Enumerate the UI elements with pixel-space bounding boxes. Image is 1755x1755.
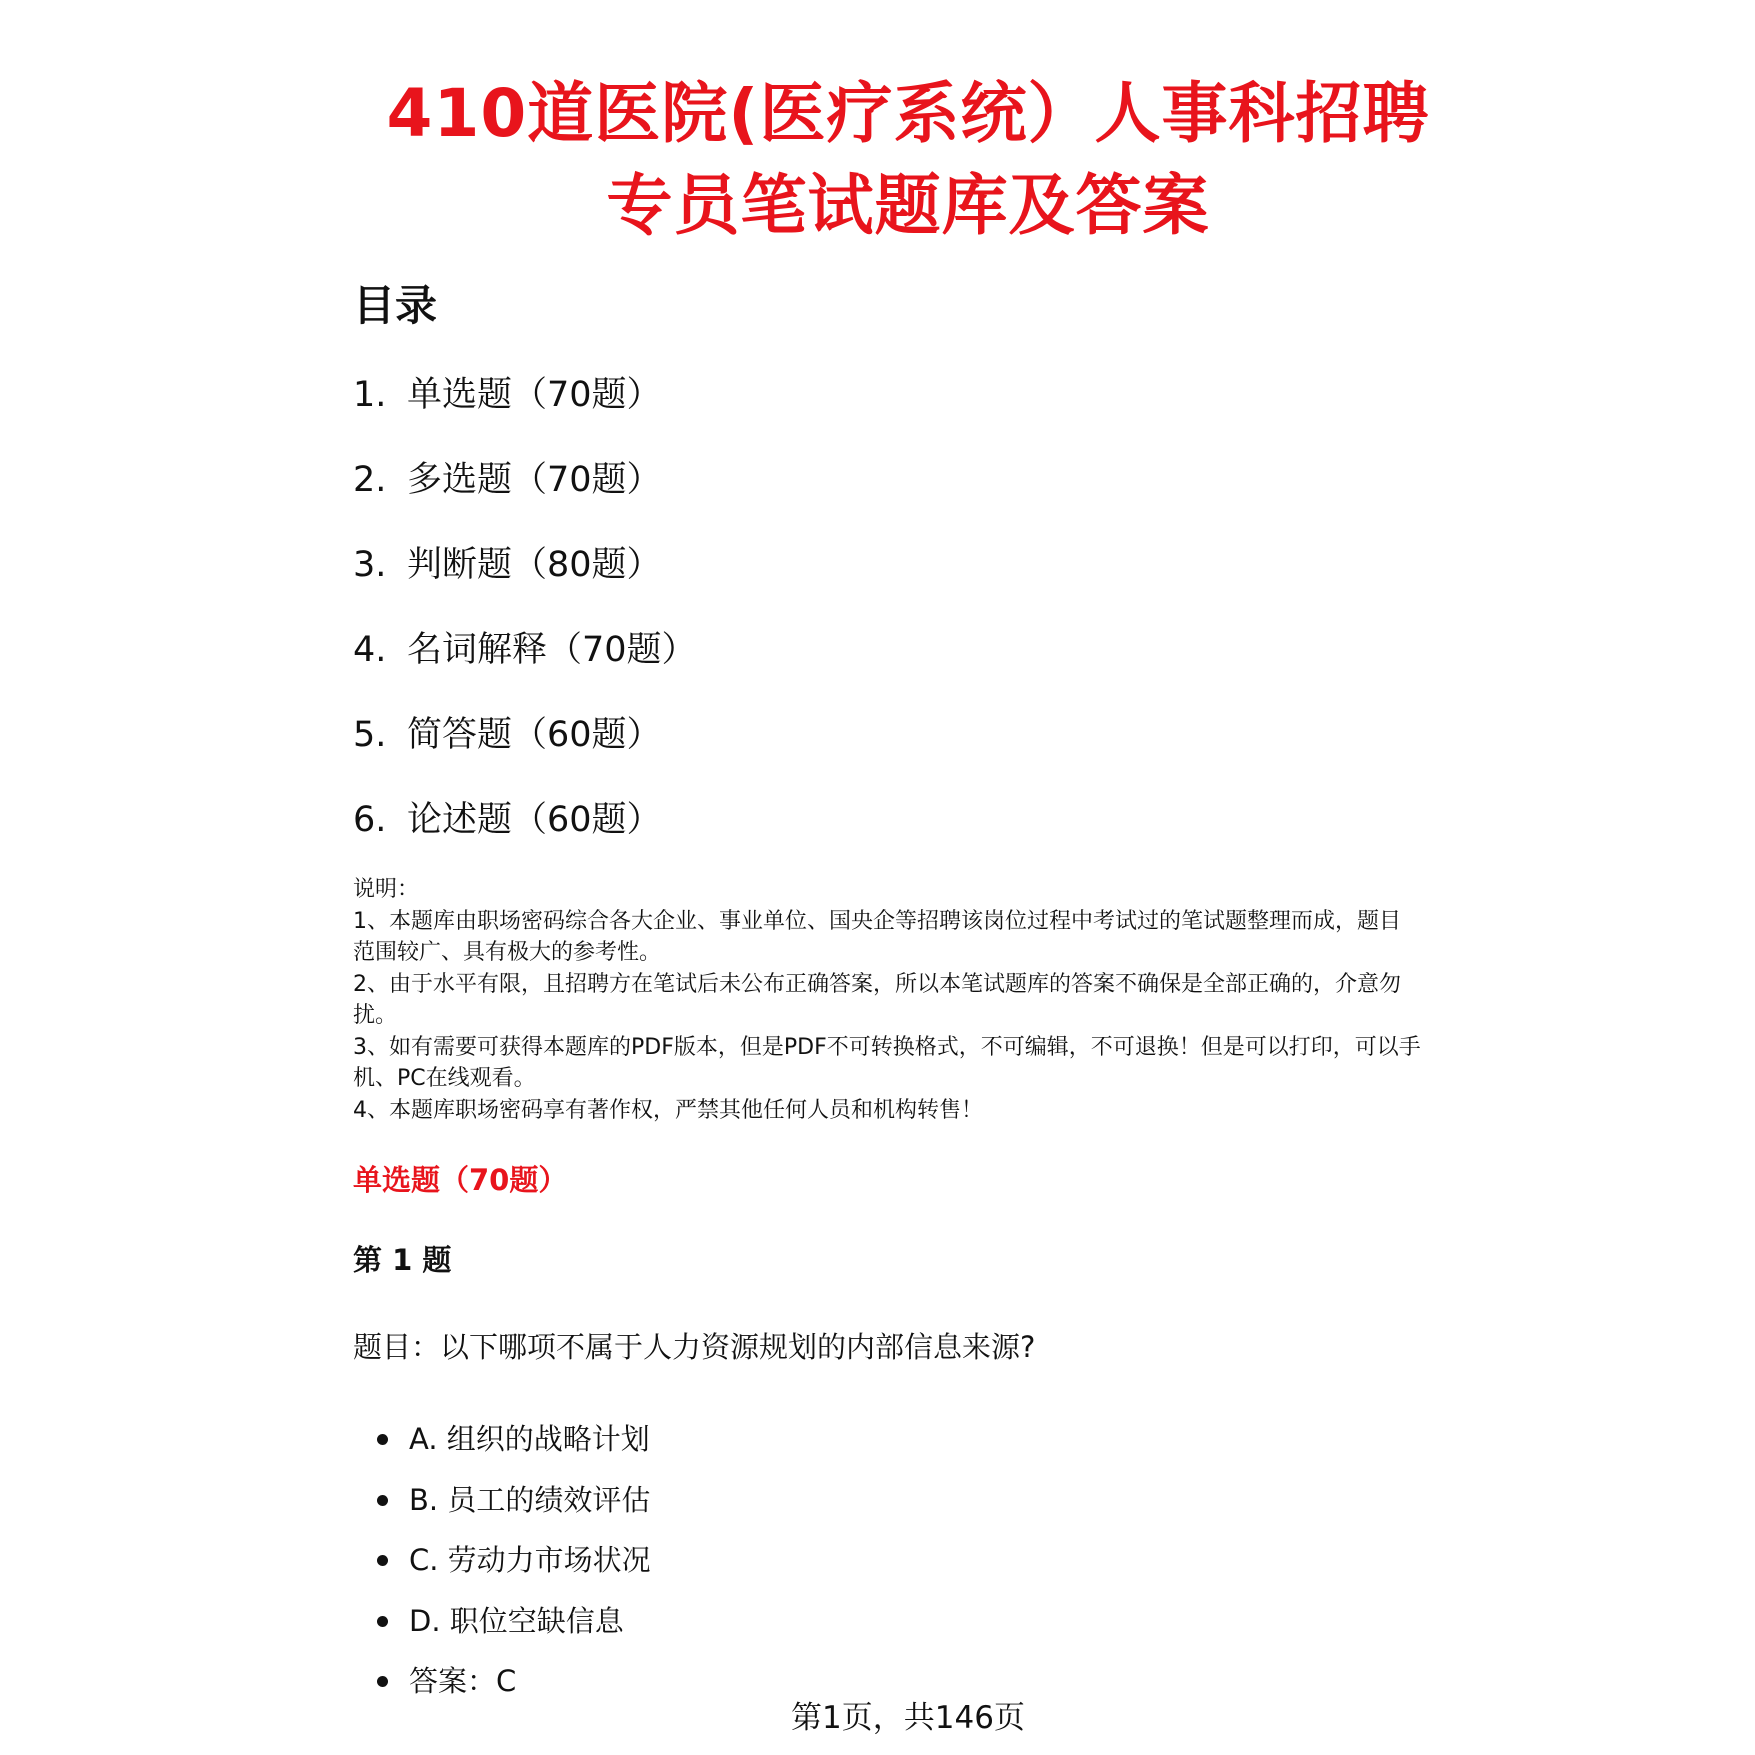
option-b xyxy=(377,1479,651,1540)
toc-item-number: 6. xyxy=(353,800,387,840)
option-d xyxy=(377,1600,651,1661)
option-c xyxy=(377,1539,651,1600)
notes-line: 1、本题库由职场密码综合各大企业、事业单位、国央企等招聘该岗位过程中考试过的笔试题整理而成，题目 xyxy=(353,908,1402,934)
notes-line: 4、本题库职场密码享有著作权，严禁其他任何人员和机构转售！ xyxy=(353,1097,983,1123)
toc-item-label: 多选题（70题） xyxy=(407,460,662,500)
toc-item-single-choice[interactable] xyxy=(353,370,697,455)
toc-item-label: 简答题（60题） xyxy=(407,715,662,755)
option-a xyxy=(377,1418,651,1479)
bullet-icon xyxy=(377,1555,388,1566)
bullet-icon xyxy=(377,1616,388,1627)
document-title-line-1: 410道医院(医疗系统）人事科招聘 xyxy=(386,75,1430,152)
notes-line: 范围较广、具有极大的参考性。 xyxy=(353,940,662,965)
option-label: A. 组织的战略计划 xyxy=(409,1422,650,1456)
option-label: B. 员工的绩效评估 xyxy=(409,1482,651,1517)
toc-item-label: 论述题（60题） xyxy=(407,800,662,840)
document-page xyxy=(353,0,1463,1755)
bullet-icon xyxy=(377,1676,388,1687)
section-heading: 单选题（70题） xyxy=(353,1163,568,1197)
toc-item-essay[interactable] xyxy=(353,795,697,880)
answer-label: 答案：C xyxy=(409,1664,517,1698)
notes-line: 扰。 xyxy=(353,1003,398,1028)
notes-line: 3、如有需要可获得本题库的PDF版本，但是PDF不可转换格式，不可编辑，不可退换！但是可以打印，可以手 xyxy=(353,1034,1421,1060)
toc-item-label: 判断题（80题） xyxy=(407,545,662,585)
bullet-icon xyxy=(377,1434,388,1445)
option-label: D. 职位空缺信息 xyxy=(409,1603,624,1638)
toc-item-short-answer[interactable] xyxy=(353,710,697,795)
toc-item-label: 单选题（70题） xyxy=(407,375,662,415)
notes-heading: 说明： xyxy=(353,877,420,902)
page-footer: 第1页，共146页 xyxy=(791,1700,1025,1736)
toc-list xyxy=(353,370,697,880)
toc-item-number: 4. xyxy=(353,630,387,670)
notes-line: 2、由于水平有限，且招聘方在笔试后未公布正确答案，所以本笔试题库的答案不确保是全部正确的，介意勿 xyxy=(353,971,1402,997)
toc-item-label: 名词解释（70题） xyxy=(407,630,697,670)
bullet-icon xyxy=(377,1495,388,1506)
question-heading: 第 1 题 xyxy=(353,1243,452,1277)
notes-line: 机、PC在线观看。 xyxy=(353,1066,536,1091)
question-text: 题目：以下哪项不属于人力资源规划的内部信息来源? xyxy=(353,1330,1036,1364)
notes-block xyxy=(353,874,1463,1126)
toc-item-number: 2. xyxy=(353,460,387,500)
option-label: C. 劳动力市场状况 xyxy=(409,1543,651,1577)
answer-options xyxy=(377,1418,651,1721)
toc-item-true-false[interactable] xyxy=(353,540,697,625)
toc-heading: 目录 xyxy=(353,281,438,330)
toc-item-multiple-choice[interactable] xyxy=(353,455,697,540)
toc-item-number: 5. xyxy=(353,715,387,755)
toc-item-term-definition[interactable] xyxy=(353,625,697,710)
document-title-line-2: 专员笔试题库及答案 xyxy=(606,167,1210,244)
toc-item-number: 3. xyxy=(353,545,387,585)
toc-item-number: 1. xyxy=(353,375,387,415)
document-title xyxy=(343,68,1473,252)
